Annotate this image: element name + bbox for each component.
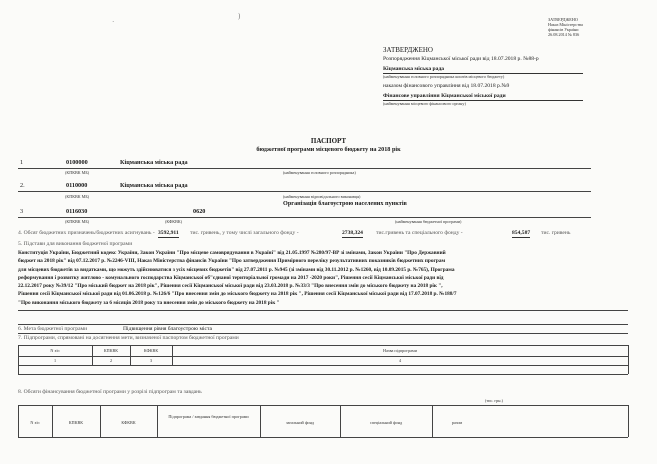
fin-col-line: [628, 405, 629, 437]
sub-table-empty-row: [18, 374, 628, 375]
goal-label: 6. Мета бюджетної програми: [18, 326, 88, 332]
goal-value: Підвищення рівня благоустрою міста: [123, 326, 213, 332]
basis-text: [18, 249, 457, 307]
fin-header-task: Підпрограма / завдання бюджетної програми: [168, 414, 249, 419]
basis-line: реформування і розвитку житлово - комунального господарства Кіцманської об"єднаної територіальної громади на 2017 -2020 роки", Рішення сесії Кіцманської міської ради від: [18, 274, 444, 281]
volume-total: 3592,911: [158, 230, 179, 236]
row3-fk: 0620: [193, 208, 206, 215]
volume-general: 2738,324: [342, 230, 363, 236]
row1-number: 1: [20, 159, 24, 166]
row3-program-name: Організація благоустрою населених пунктів: [283, 200, 407, 207]
volume-special: 854,587: [512, 230, 531, 236]
volume-mid2: тис.гривень та спеціального фонду -: [376, 230, 463, 236]
sub-header-kpkvk: КПКВК: [103, 348, 119, 353]
sub-header-name: Назва підпрограми: [383, 348, 417, 353]
row1-line: [18, 168, 591, 169]
approval-fin-order: наказом фінансового управління від 18.07.2018 р.№9: [383, 83, 510, 90]
approval-fin-caption: (найменування місцевого фінансового органу): [383, 101, 466, 107]
row2-number: 2.: [20, 182, 25, 189]
sub-header-kfkvk: КФКВК: [143, 348, 159, 353]
row3-fk-caption: (КФКВК): [165, 219, 183, 224]
sub-table-bottom: [18, 365, 628, 366]
sub-col-number: 3: [149, 358, 153, 363]
sub-table-top: [18, 345, 628, 346]
punch-mark-top: ): [238, 12, 241, 20]
sub-col-line: [18, 365, 19, 374]
row3-code: 0116030: [66, 208, 88, 215]
fin-header-kpkvk: КПКВК: [68, 420, 84, 425]
sub-header-num: N з/п: [50, 348, 60, 353]
row3-name-caption: (найменування бюджетної програми): [395, 219, 462, 224]
sub-table-mid: [18, 356, 628, 357]
approval-block: [383, 47, 583, 106]
passport-title: ПАСПОРТ: [310, 137, 347, 145]
basis-line: Конституція України, Бюджетний кодекс України, Закон України "Про місцеве самоврядування в Україні" від 21.05.1997 №280/97-ВР зі змінами, Закон України "Про Державний: [18, 250, 446, 256]
approval-org: Кіцманська міська рада: [383, 66, 583, 74]
row3-number: 3: [20, 208, 24, 215]
row1-name: Кіцманська міська рада: [120, 159, 188, 166]
approval-fin-org: Фінансове управління Кіцманської міської ради: [383, 93, 583, 101]
row3-line: [18, 217, 591, 218]
row1-code: 0100000: [66, 159, 88, 166]
fin-header-general: загальний фонд: [285, 420, 315, 425]
basis-line: для місцевих бюджетів за видатками, що можуть здійснюватися з усіх місцевих бюджетів" від 27.07.2011 р. №945 (зі змінами від 30.11.2012 р. №1260, від 10.09.2015 р. №765), Програма: [18, 266, 455, 273]
basis-line: 22.12.2017 року №39/12 "Про міський бюджет на 2018 рік", Рішення сесії Кіцманської міської ради від 23.03.2018 р. №33/3 "Про внесення змін до міського бюджету на 2018 рік ",: [18, 283, 443, 290]
approval-stamp: ЗАТВЕРДЖЕНО Наказ Міністерства фінансів України 26.08.2014 № 836: [548, 17, 583, 37]
row3-code-caption: (КПКВК МБ): [65, 219, 90, 224]
row1-code-caption: (КПКВК МБ): [65, 170, 90, 175]
fin-table-top: [18, 405, 628, 406]
sub-col-line: [628, 365, 629, 374]
sub-col-line: [628, 345, 629, 365]
fin-col-line: [157, 405, 158, 437]
basis-line: "Про виконання міського бюджету за 6 місяців 2018 року та внесення змін до міського бюджету на 2018 рік ": [18, 299, 280, 306]
row2-code: 0110000: [66, 182, 88, 189]
approval-title: ЗАТВЕРДЖЕНО: [383, 46, 433, 54]
fin-table-bottom: [18, 437, 628, 438]
sub-col-number: 4: [398, 358, 402, 363]
sub-col-number: 1: [53, 358, 57, 363]
approval-order: Розпорядження Кіцманської міської ради від 18.07.2018 р. №88-р: [383, 56, 539, 63]
financing-label: 8. Обсяги фінансування бюджетної програми у розрізі підпрограм та завдань: [18, 389, 202, 395]
volume-mid1: тис. гривень, у тому числі загального фонду -: [190, 230, 299, 236]
sub-col-number: 2: [109, 358, 113, 363]
punch-mark-left: ·: [112, 18, 115, 26]
passport-subtitle: бюджетної програми місцевого бюджету на 2018 рік: [256, 146, 401, 153]
row2-line: [18, 191, 591, 192]
subprograms-label: 7. Підпрограми, спрямовані на досягнення мети, визначеної паспортом бюджетної програми: [18, 335, 239, 341]
volume-end: тис. гривень: [541, 230, 571, 236]
fin-header-special: спеціальний фонд: [369, 420, 403, 425]
volume-label: 4. Обсяг бюджетних призначень/бюджетних асигнувань -: [18, 230, 155, 236]
row1-name-caption: (найменування головного розпорядника): [283, 170, 356, 175]
row2-code-caption: (КПКВК МБ): [65, 194, 90, 199]
approval-org-caption: (найменування головного розпорядника коштів місцевого бюджету): [383, 74, 505, 80]
row2-name: Кіцманська міська рада: [120, 182, 188, 189]
goal-top-line: [18, 324, 628, 325]
fin-header-kfkvk: КФКВК: [121, 420, 136, 425]
basis-line-end: [18, 310, 628, 311]
fin-header-num: N з/п: [30, 420, 40, 425]
financing-unit: (тис. грн.): [485, 398, 503, 403]
basis-line: Рішення сесії Кіцманської міської ради від 01.06.2018 р. №126/6 "Про внесення змін до міського бюджету на 2018 рік ", Рішення сесії Кіцманської міської ради від 17.07.2018 р. №188/7: [18, 291, 457, 298]
goal-bottom-line: [18, 333, 628, 334]
basis-line: бюджет на 2018 рік" від 07.12.2017 р. №2246-VIII, Наказ Міністерства фінансів України "Про затвердження Примірного переліку результативних показників бюджетних програм: [18, 258, 446, 265]
basis-label: 5. Підстави для виконання бюджетної програми: [18, 241, 133, 247]
row2-name-caption: (найменування відповідального виконавця): [283, 194, 361, 199]
fin-header-total: разом: [451, 420, 463, 425]
